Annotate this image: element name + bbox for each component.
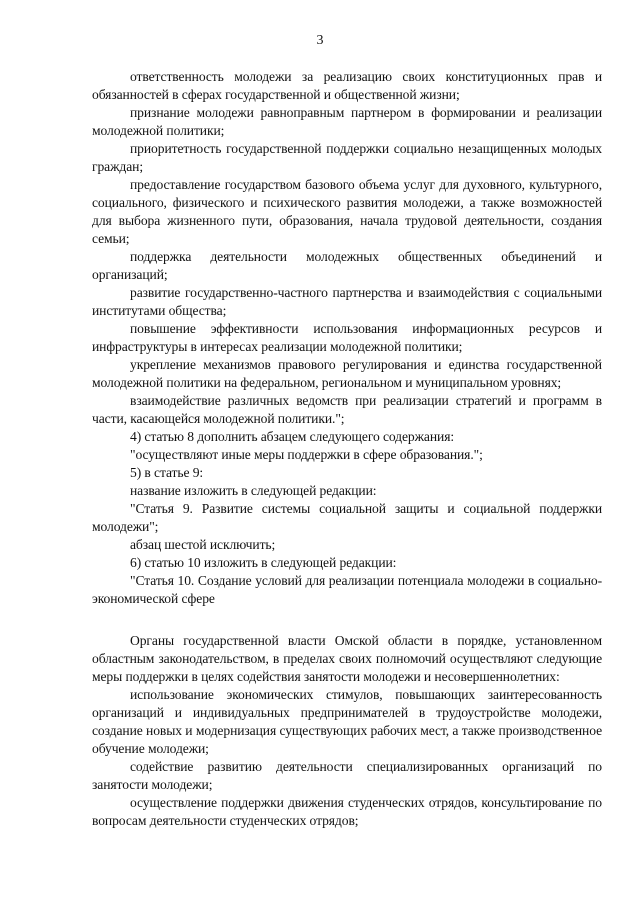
- paragraph: 5) в статье 9:: [130, 465, 204, 480]
- page-number: 3: [316, 33, 324, 48]
- document-body: [92, 68, 602, 830]
- paragraph: 6) статью 10 изложить в следующей редакции:: [130, 555, 397, 570]
- article-heading: "Статья 10. Создание условий для реализации потенциала молодежи в социально-экономической сфере: [92, 573, 602, 606]
- paragraph: содействие развитию деятельности специализированных организаций по занятости молодежи;: [92, 759, 602, 792]
- paragraph: "осуществляют иные меры поддержки в сфере образования.";: [130, 447, 483, 462]
- paragraph: повышение эффективности использования информационных ресурсов и инфраструктуры в интересах реализации молодежной политики;: [92, 321, 602, 354]
- paragraph: приоритетность государственной поддержки социально незащищенных молодых граждан;: [92, 141, 602, 174]
- paragraph: абзац шестой исключить;: [130, 537, 276, 552]
- paragraph: осуществление поддержки движения студенческих отрядов, консультирование по вопросам деятельности студенческих отрядов;: [92, 795, 602, 828]
- blank-line: [92, 608, 602, 632]
- paragraph: взаимодействие различных ведомств при реализации стратегий и программ в части, касающейся молодежной политики.";: [92, 393, 602, 426]
- paragraph: ответственность молодежи за реализацию своих конституционных прав и обязанностей в сферах государственной и общественной жизни;: [92, 69, 602, 102]
- paragraph: 4) статью 8 дополнить абзацем следующего содержания:: [130, 429, 455, 444]
- paragraph: предоставление государством базового объема услуг для духовного, культурного, социального, физического и психического развития молодежи, а также возможностей для выбора жизненного пути, образования, начала трудовой деятельности, создания семьи;: [92, 177, 602, 246]
- paragraph: использование экономических стимулов, повышающих заинтересованность организаций и индивидуальных предпринимателей в трудоустройстве молодежи, создание новых и модернизация существующих рабочих мест, а также производственное обучение молодежи;: [92, 687, 602, 756]
- paragraph: укрепление механизмов правового регулирования и единства государственной молодежной политики на федеральном, региональном и муниципальном уровнях;: [92, 357, 602, 390]
- paragraph: развитие государственно-частного партнерства и взаимодействия с социальными институтами общества;: [92, 285, 602, 318]
- paragraph: поддержка деятельности молодежных общественных объединений и организаций;: [92, 249, 602, 282]
- paragraph: "Статья 9. Развитие системы социальной защиты и социальной поддержки молодежи";: [92, 501, 602, 534]
- paragraph: Органы государственной власти Омской области в порядке, установленном областным законодательством, в пределах своих полномочий осуществляют следующие меры поддержки в целях содействия занятости молодежи и несовершеннолетних:: [92, 633, 602, 684]
- paragraph: признание молодежи равноправным партнером в формировании и реализации молодежной политики;: [92, 105, 602, 138]
- paragraph: название изложить в следующей редакции:: [130, 483, 377, 498]
